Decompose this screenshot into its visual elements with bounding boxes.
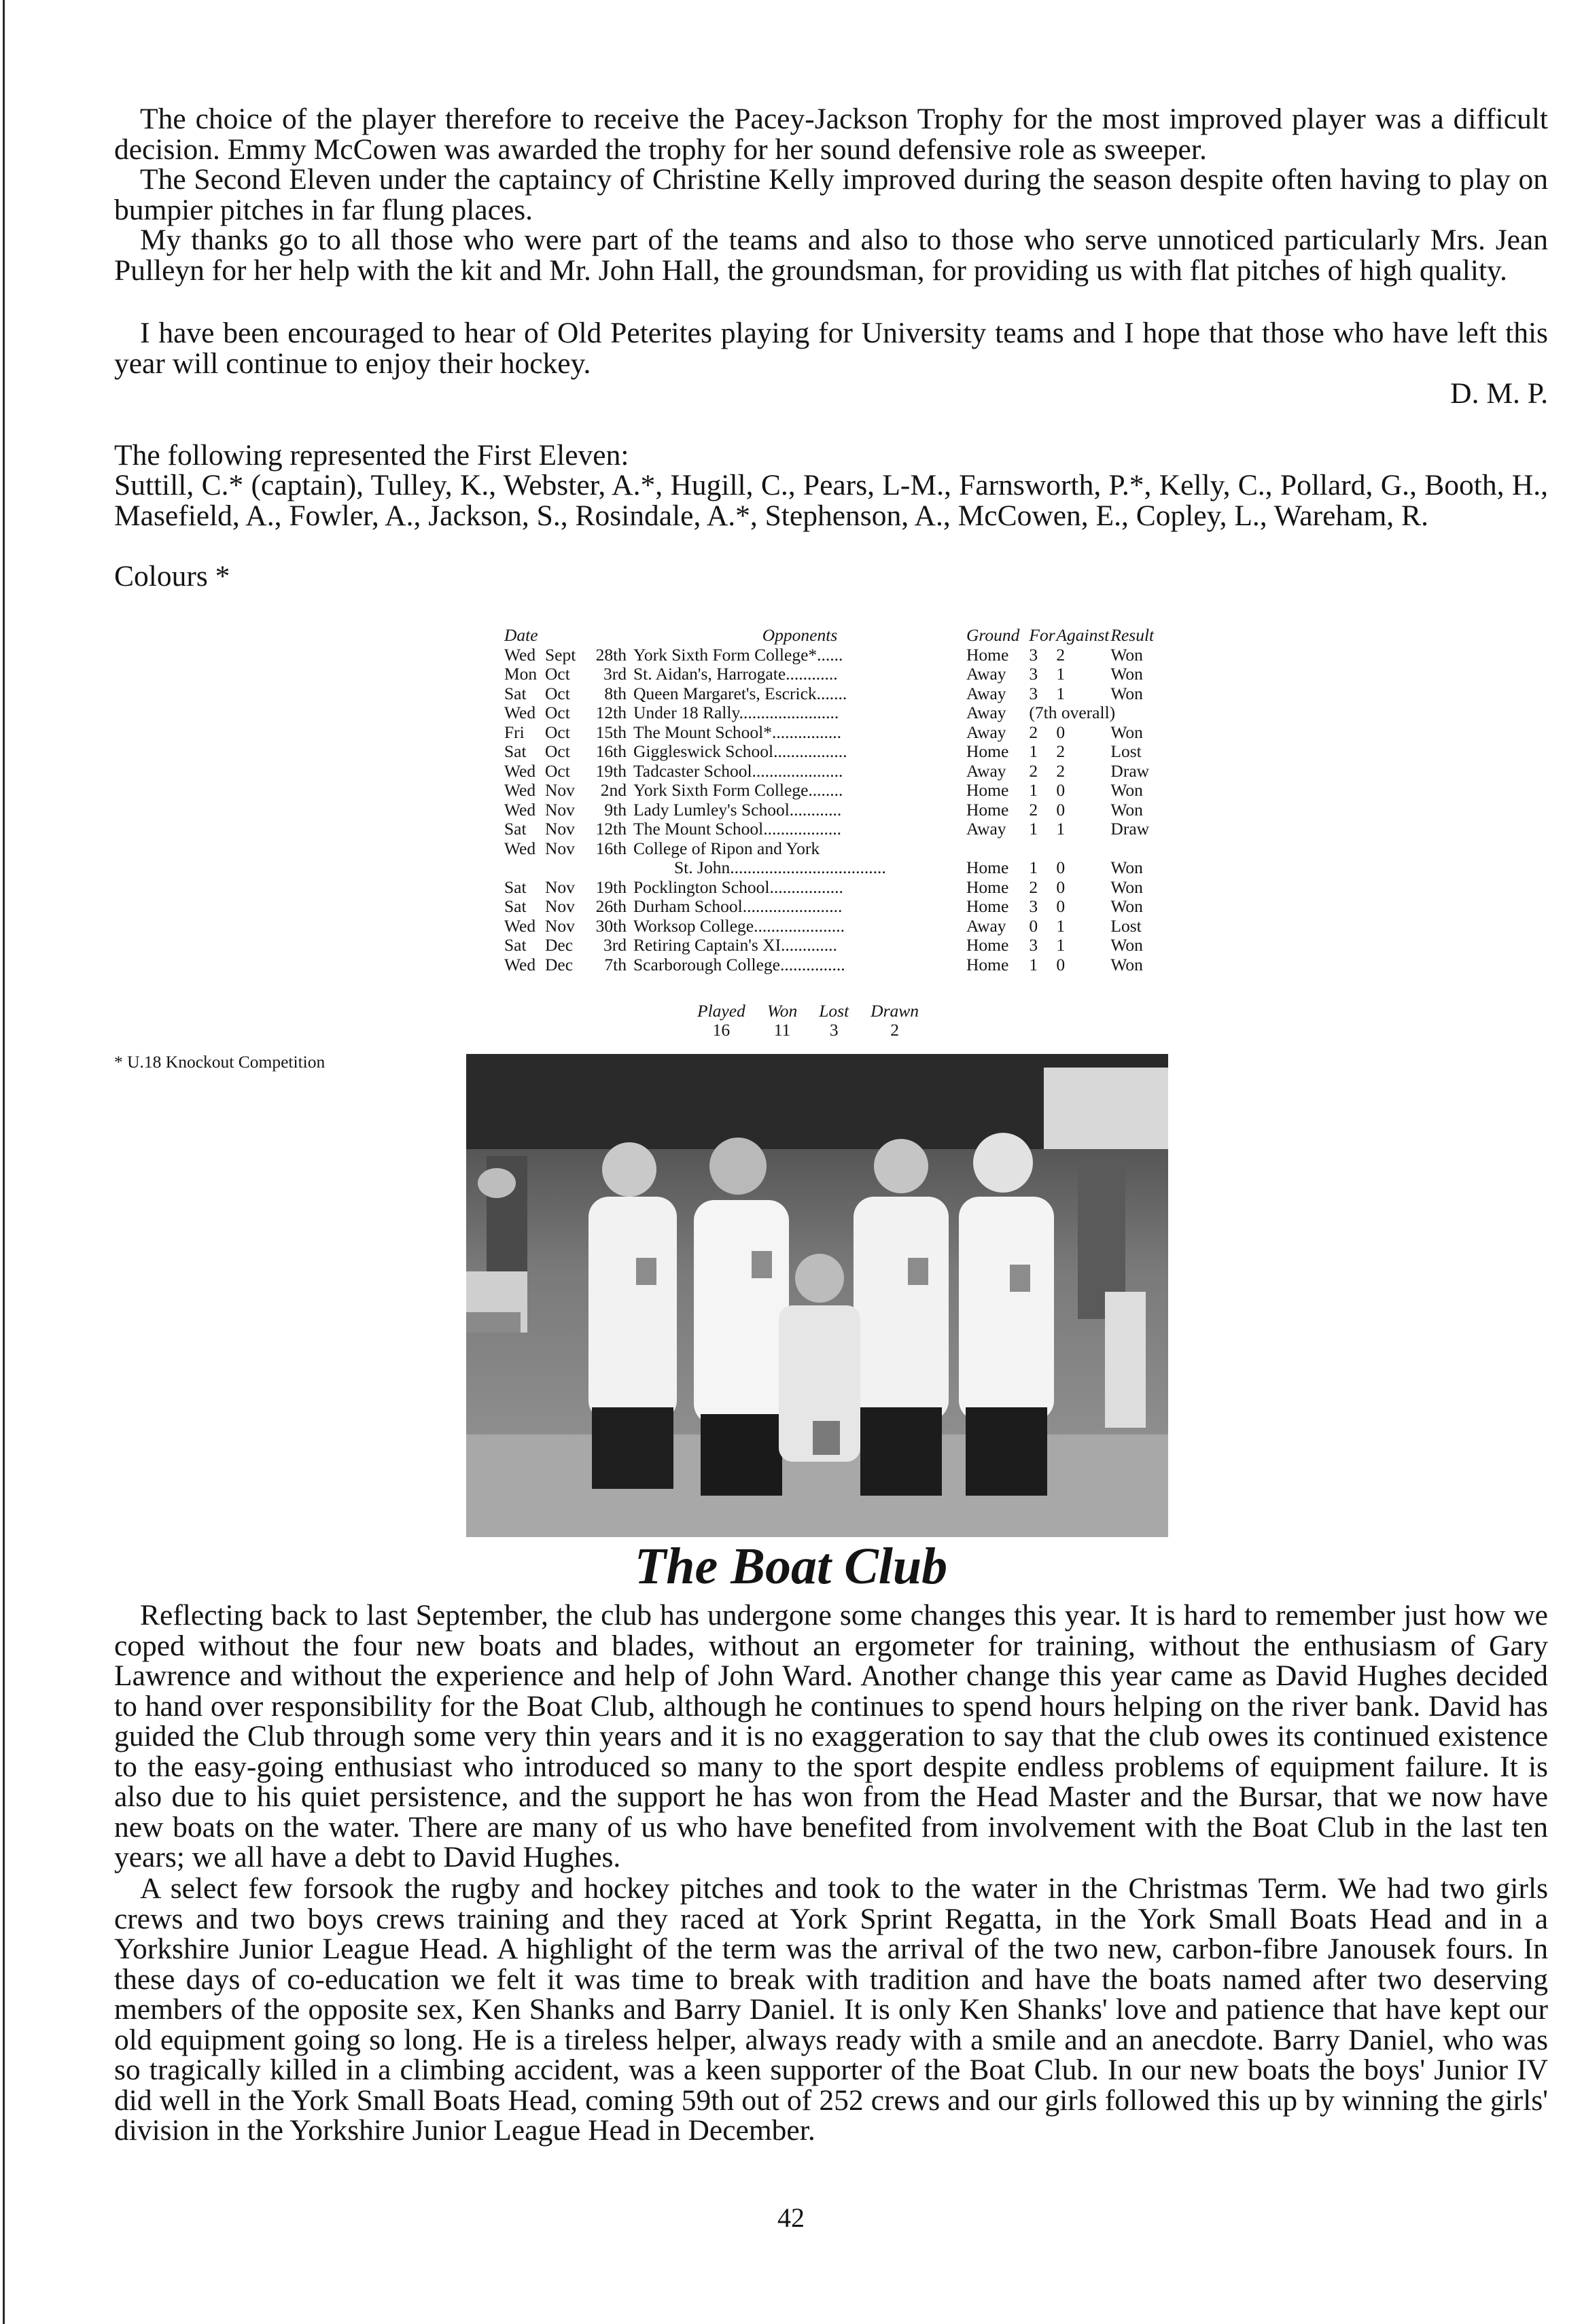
fixture-ground: Home: [966, 877, 1009, 897]
fixture-goals-against: 2: [1056, 760, 1066, 781]
fixture-goals-against: 0: [1056, 858, 1066, 877]
knockout-footnote: * U.18 Knockout Competition: [114, 1052, 326, 1072]
header-for: For: [1029, 625, 1055, 645]
fixture-ground: Away: [966, 819, 1006, 839]
fixture-goals-for: [1019, 839, 1056, 859]
fixture-goals-for: 2: [1029, 722, 1038, 742]
fixture-day: Wed: [504, 954, 536, 974]
fixture-row: [504, 684, 1192, 704]
hockey-paragraph-3: [114, 225, 1548, 285]
summary-labels-row: [686, 1002, 930, 1021]
fixture-row: [504, 665, 1192, 684]
fixture-ground: Away: [966, 664, 1006, 684]
fixture-result: Won: [1110, 722, 1143, 742]
fixture-day: Sat: [504, 683, 527, 703]
fixture-day: Wed: [504, 799, 536, 820]
fixture-month: Oct: [545, 760, 570, 781]
fixture-row: [504, 781, 1192, 800]
fixture-row: [504, 646, 1192, 665]
fixture-day: Sat: [504, 877, 527, 897]
fixture-goals-for: 2: [1029, 760, 1038, 781]
fixture-goals-against: 0: [1056, 896, 1066, 916]
fixture-result: Lost: [1110, 915, 1142, 936]
summary-drawn-value: 2: [890, 1020, 899, 1040]
hockey-paragraph-1-text: The choice of the player therefore to receive the Pacey-Jackson Trophy for the most improved player was a difficult decision. Emmy McCowen was awarded the trophy for her sound defensive role as sweeper.: [114, 103, 1548, 166]
fixtures-body: [504, 646, 1192, 975]
fixture-result: Won: [1110, 877, 1143, 897]
season-summary: [686, 1002, 930, 1040]
fixture-goals-for: 0: [1029, 915, 1038, 936]
summary-lost-label: Lost: [819, 1001, 849, 1021]
hockey-paragraph-3-text: My thanks go to all those who were part of the teams and also to those who serve unnoticed particularly Mrs. Jean Pulleyn for her help with the kit and Mr. John Hall, the groundsman, for providing us with flat pitches of high quality.: [114, 224, 1548, 287]
hockey-paragraph-4-text: I have been encouraged to hear of Old Peterites playing for University teams and I hope that those who have left this year will continue to enjoy their hockey.: [114, 317, 1548, 380]
header-date: Date: [504, 625, 538, 645]
fixture-ground: Away: [966, 915, 1006, 936]
fixture-date: 16th: [595, 838, 627, 858]
fixture-row: [504, 878, 1192, 898]
fixture-date: 19th: [595, 760, 627, 781]
fixture-opponent: Queen Margaret's, Escrick.......: [633, 683, 847, 703]
header-ground: Ground: [966, 625, 1020, 645]
fixture-day: Sat: [504, 896, 527, 916]
fixture-goals-for: 1: [1029, 858, 1038, 877]
fixture-date: 3rd: [603, 935, 627, 955]
hockey-paragraph-2: [114, 164, 1548, 225]
fixture-date: 3rd: [603, 664, 627, 684]
boat-club-heading: The Boat Club: [634, 1538, 948, 1595]
fixture-result: Draw: [1110, 760, 1150, 781]
fixture-month: Oct: [545, 722, 570, 742]
fixture-date: 8th: [604, 683, 627, 703]
fixture-date: 9th: [604, 799, 627, 820]
fixture-result: Won: [1110, 780, 1143, 800]
fixture-date: 2nd: [600, 780, 627, 800]
fixture-day: Fri: [504, 722, 525, 742]
fixture-goals-against: 0: [1056, 954, 1066, 974]
fixture-date: 26th: [595, 896, 627, 916]
fixture-month: Oct: [545, 703, 570, 722]
fixture-ground: Home: [966, 954, 1009, 974]
fixture-ground: Home: [966, 896, 1009, 916]
fixture-goals-against: 2: [1056, 644, 1066, 665]
fixture-goals-against: 1: [1056, 935, 1066, 955]
fixture-ground: Away: [966, 703, 1006, 722]
boat-club-paragraph-1: [114, 1600, 1548, 1873]
fixture-opponent: Tadcaster School.....................: [633, 760, 843, 781]
fixture-ground: Away: [966, 722, 1006, 742]
fixture-opponent: The Mount School*................: [633, 722, 841, 742]
fixture-date: 15th: [595, 722, 627, 742]
fixture-ground: Away: [966, 760, 1006, 781]
fixture-goals-against: 0: [1056, 722, 1066, 742]
fixture-ground: Home: [966, 780, 1009, 800]
summary-won-label: Won: [767, 1001, 798, 1021]
hockey-paragraph-2-text: The Second Eleven under the captaincy of Christine Kelly improved during the season despite often having to play on bumpier pitches in far flung places.: [114, 163, 1548, 226]
first-eleven-names: Suttill, C.* (captain), Tulley, K., Webster, A.*, Hugill, C., Pears, L-M., Farnsworth, P.*, Kelly, C., Pollard, G., Booth, H., Masefield, A., Fowler, A., Jackson, S., Rosindale, A.*, Stephenson, A., McCowen, E., Copley, L., Wareham, R.: [114, 469, 1548, 532]
fixture-date: 12th: [595, 703, 627, 722]
fixture-goals-for: 3: [1029, 664, 1038, 684]
fixture-ground: Home: [966, 741, 1009, 761]
fixture-result: Won: [1110, 644, 1143, 665]
fixture-row: [504, 955, 1192, 975]
fixture-result: Won: [1110, 664, 1143, 684]
hockey-paragraph-1: [114, 104, 1548, 164]
hockey-paragraph-4: [114, 318, 1548, 378]
fixture-goals-against: 2: [1056, 741, 1066, 761]
fixture-goals-against: 1: [1056, 915, 1066, 936]
fixture-row: [504, 742, 1192, 762]
fixture-month: Dec: [545, 935, 574, 955]
fixture-goals-for: 2: [1029, 877, 1038, 897]
fixture-result: Draw: [1110, 819, 1150, 839]
fixture-row: [504, 703, 1192, 723]
fixture-day: Wed: [504, 703, 536, 722]
fixture-goals-against: 1: [1056, 664, 1066, 684]
team-photograph: [466, 1054, 1168, 1537]
fixture-goals-for: 1: [1029, 819, 1038, 839]
boat-club-paragraph-1-text: Reflecting back to last September, the club has undergone some changes this year. It is hard to remember just how we coped without the four new boats and blades, without an ergometer for training, without the enthusiasm of Gary Lawrence and without the experience and help of John Ward. Another change this year came as David Hughes decided to hand over responsibility for the Boat Club, although he continues to spend hours helping on the river bank. David has guided the Club through some very thin years and it is no exaggeration to say that the club owes its continued existence to the easy-going enthusiast who introduced so many to the sport despite endless problems of equipment failure. It is also due to his quiet persistence, and the support he has won from the Head Master and the Bursar, that we now have new boats on the water. There are many of us who have benefited from involvement with the Boat Club in the last ten years; we all have a debt to David Hughes.: [114, 1599, 1548, 1873]
fixture-row: [504, 820, 1192, 839]
fixtures-table: [504, 626, 1192, 974]
fixture-month: Nov: [545, 819, 575, 839]
fixture-goals-for: 3: [1029, 683, 1038, 703]
page-binding-edge: [3, 0, 5, 2324]
fixture-row: [504, 839, 1192, 859]
fixture-goals-for: 1: [1029, 741, 1038, 761]
fixture-date: 12th: [595, 819, 627, 839]
fixture-opponent: St. Aidan's, Harrogate............: [633, 664, 838, 684]
fixture-month: Nov: [545, 877, 575, 897]
boat-club-paragraph-2-text: A select few forsook the rugby and hockey pitches and took to the water in the Christmas Term. We had two girls crews and two boys crews training and they raced at York Sprint Regatta, in the York Small Boats Head and in a Yorkshire Junior League Head. A highlight of the term was the arrival of the two new, carbon-fibre Janousek fours. In these days of co-education we felt it was time to break with tradition and have the boats named after two deserving members of the opposite sex, Ken Shanks and Barry Daniel. It is only Ken Shanks' love and patience that have kept our old equipment going so long. He is a tireless helper, always ready with a smile and an anecdote. Barry Daniel, who was so tragically killed in a climbing accident, was a keen supporter of the Boat Club. In our new boats the boys' Junior IV did well in the York Small Boats Head, coming 59th out of 252 crews and our girls followed this up by winning the girls' division in the Yorkshire Junior League Head in December.: [114, 1872, 1548, 2147]
fixture-opponent: Retiring Captain's XI.............: [633, 935, 837, 955]
fixture-opponent: St. John....................................: [674, 858, 886, 877]
header-opponents: Opponents: [762, 625, 838, 645]
fixture-goals-against: 1: [1056, 683, 1066, 703]
page-number: 42: [777, 2202, 805, 2233]
fixture-goals-for: 3: [1029, 896, 1038, 916]
header-result: Result: [1110, 625, 1155, 645]
fixture-opponent: York Sixth Form College........: [633, 780, 843, 800]
fixture-result: Won: [1110, 935, 1143, 955]
fixture-date: [586, 858, 633, 878]
fixture-ground: [966, 839, 1019, 859]
fixture-month: [545, 858, 586, 878]
fixture-day: Wed: [504, 780, 536, 800]
fixture-opponent: College of Ripon and York: [633, 838, 820, 858]
fixture-month: Oct: [545, 683, 570, 703]
fixture-row: [504, 917, 1192, 936]
summary-played-label: Played: [697, 1001, 745, 1021]
team-photograph-image: [466, 1054, 1168, 1537]
summary-values-row: [686, 1021, 930, 1040]
fixture-result: Won: [1110, 896, 1143, 916]
fixture-ground: Home: [966, 644, 1009, 665]
fixture-result: Won: [1110, 683, 1143, 703]
header-against: Against: [1056, 625, 1110, 645]
fixture-day: Wed: [504, 838, 536, 858]
fixture-month: Dec: [545, 954, 574, 974]
fixture-goals-for: 3: [1029, 644, 1038, 665]
fixture-result: Lost: [1110, 741, 1142, 761]
fixture-ground: Away: [966, 683, 1006, 703]
fixture-day: Sat: [504, 741, 527, 761]
fixture-opponent: Pocklington School.................: [633, 877, 843, 897]
fixture-goals-against: 0: [1056, 799, 1066, 820]
fixture-date: 19th: [595, 877, 627, 897]
fixture-opponent: Scarborough College...............: [633, 954, 845, 974]
fixture-ground: Home: [966, 935, 1009, 955]
fixture-date: 30th: [595, 915, 627, 936]
fixture-day: Sat: [504, 819, 527, 839]
fixture-month: Nov: [545, 915, 575, 936]
fixture-goals-for: 1: [1029, 780, 1038, 800]
fixture-opponent: Worksop College.....................: [633, 915, 845, 936]
fixture-row: [504, 723, 1192, 743]
fixture-day: [504, 858, 545, 878]
fixture-day: Mon: [504, 664, 538, 684]
fixture-month: Sept: [545, 644, 576, 665]
fixture-opponent: York Sixth Form College*......: [633, 644, 843, 665]
fixture-row: [504, 897, 1192, 917]
fixture-row: [504, 762, 1192, 781]
fixture-date: 7th: [604, 954, 627, 974]
fixture-day: Wed: [504, 760, 536, 781]
fixture-opponent: The Mount School..................: [633, 819, 841, 839]
first-eleven-heading: The following represented the First Eleven:: [114, 439, 629, 472]
fixture-goals-against: 0: [1056, 877, 1066, 897]
fixture-opponent: Lady Lumley's School............: [633, 799, 842, 820]
fixture-result: Won: [1110, 954, 1143, 974]
fixture-result: Won: [1110, 799, 1143, 820]
fixture-row: [504, 858, 1192, 878]
fixture-result: [1110, 839, 1192, 859]
fixture-day: Wed: [504, 644, 536, 665]
fixture-opponent: Under 18 Rally.......................: [633, 703, 839, 722]
summary-played-value: 16: [712, 1020, 731, 1040]
fixture-ground: Home: [966, 799, 1009, 820]
fixture-result: Won: [1110, 858, 1143, 877]
fixture-day: Wed: [504, 915, 536, 936]
fixture-goals-against: 0: [1056, 780, 1066, 800]
fixture-ground: Home: [966, 858, 1009, 877]
fixture-month: Nov: [545, 896, 575, 916]
fixture-note: (7th overall): [1029, 703, 1116, 722]
colours-note: Colours *: [114, 560, 230, 593]
summary-drawn-label: Drawn: [871, 1001, 919, 1021]
fixture-month: Oct: [545, 664, 570, 684]
fixture-month: Nov: [545, 780, 575, 800]
fixture-row: [504, 936, 1192, 955]
fixture-date: 28th: [595, 644, 627, 665]
fixture-goals-against: [1056, 839, 1110, 859]
fixture-month: Nov: [545, 838, 575, 858]
author-signature: D. M. P.: [1450, 377, 1548, 410]
fixture-goals-for: 3: [1029, 935, 1038, 955]
fixture-day: Sat: [504, 935, 527, 955]
fixture-month: Nov: [545, 799, 575, 820]
fixture-opponent: Giggleswick School.................: [633, 741, 847, 761]
fixture-date: 16th: [595, 741, 627, 761]
fixture-row: [504, 800, 1192, 820]
fixtures-header-row: [504, 626, 1192, 646]
summary-won-value: 11: [773, 1020, 791, 1040]
fixture-goals-against: 1: [1056, 819, 1066, 839]
summary-lost-value: 3: [829, 1020, 839, 1040]
boat-club-paragraph-2: [114, 1873, 1548, 2146]
fixture-opponent: Durham School.......................: [633, 896, 843, 916]
fixture-goals-for: 1: [1029, 954, 1038, 974]
fixture-month: Oct: [545, 741, 570, 761]
fixture-goals-for: 2: [1029, 799, 1038, 820]
